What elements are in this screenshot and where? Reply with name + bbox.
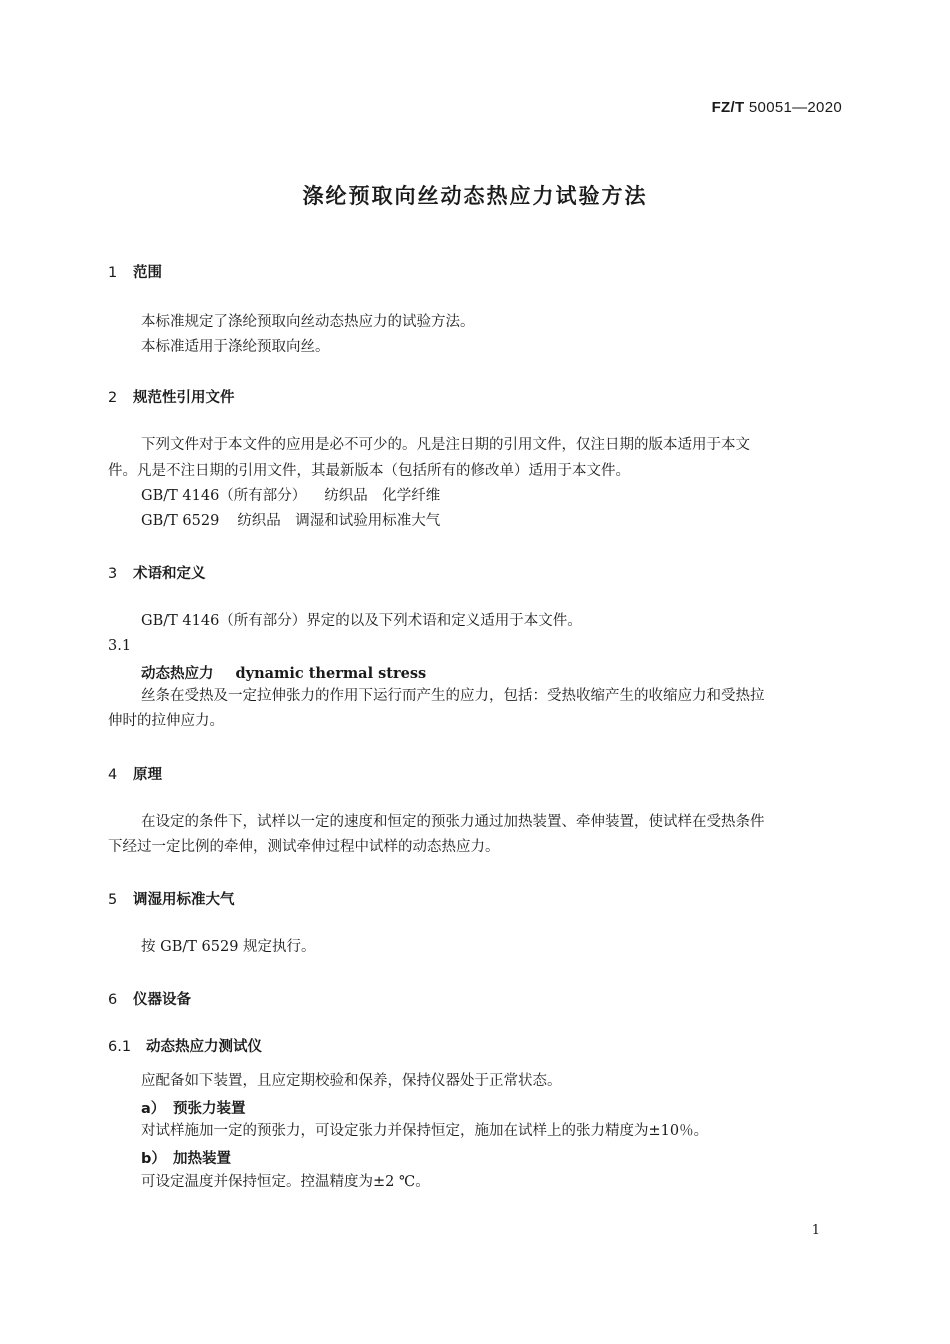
term-3-1-number: 3.1 (108, 638, 132, 654)
normative-reference-1: GB/T 4146（所有部分） 纺织品 化学纤维 (141, 488, 441, 504)
section-4-heading: 4 原理 (108, 767, 162, 783)
item-b-text: 可设定温度并保持恒定。控温精度为±2 ℃。 (141, 1174, 430, 1190)
section-4-para-line-2: 下经过一定比例的牵伸，测试牵伸过程中试样的动态热应力。 (108, 839, 500, 855)
standard-number: 50051—2020 (748, 99, 842, 116)
section-6-heading: 6 仪器设备 (108, 992, 191, 1008)
subsection-6-1-heading: 6.1 动态热应力测试仪 (108, 1039, 262, 1055)
section-5-para-1: 按 GB/T 6529 规定执行。 (141, 939, 316, 955)
item-a-heading: a） 预张力装置 (141, 1101, 246, 1117)
section-2-para-line-2: 件。凡是不注日期的引用文件，其最新版本（包括所有的修改单）适用于本文件。 (108, 463, 630, 479)
section-2-heading: 2 规范性引用文件 (108, 390, 235, 406)
subsection-6-1-para-1: 应配备如下装置，且应定期校验和保养，保持仪器处于正常状态。 (141, 1073, 562, 1089)
section-1-heading: 1 范围 (108, 265, 162, 281)
page-number: 1 (811, 1223, 820, 1238)
item-a-text: 对试样施加一定的预张力，可设定张力并保持恒定，施加在试样上的张力精度为±10％。 (141, 1123, 709, 1139)
normative-reference-2: GB/T 6529 纺织品 调湿和试验用标准大气 (141, 513, 441, 529)
section-5-heading: 5 调湿用标准大气 (108, 892, 235, 908)
term-3-1-name: 动态热应力 dynamic thermal stress (141, 665, 427, 682)
section-2-para-line-1: 下列文件对于本文件的应用是必不可少的。凡是注日期的引用文件，仅注日期的版本适用于本文 (141, 437, 750, 453)
section-1-para-2: 本标准适用于涤纶预取向丝。 (141, 339, 330, 355)
section-3-heading: 3 术语和定义 (108, 566, 206, 582)
document-title: 涤纶预取向丝动态热应力试验方法 (302, 184, 648, 208)
term-3-1-definition-line-2: 伸时的拉伸应力。 (108, 713, 224, 729)
section-1-para-1: 本标准规定了涤纶预取向丝动态热应力的试验方法。 (141, 314, 475, 330)
standard-prefix: FZ/T (711, 99, 745, 116)
item-b-heading: b） 加热装置 (141, 1151, 231, 1167)
standard-code (712, 99, 842, 116)
term-3-1-definition-line-1: 丝条在受热及一定拉伸张力的作用下运行而产生的应力，包括：受热收缩产生的收缩应力和受热拉 (141, 688, 765, 704)
section-4-para-line-1: 在设定的条件下，试样以一定的速度和恒定的预张力通过加热装置、牵伸装置，使试样在受热条件 (141, 814, 765, 830)
section-3-para-1: GB/T 4146（所有部分）界定的以及下列术语和定义适用于本文件。 (141, 613, 582, 629)
